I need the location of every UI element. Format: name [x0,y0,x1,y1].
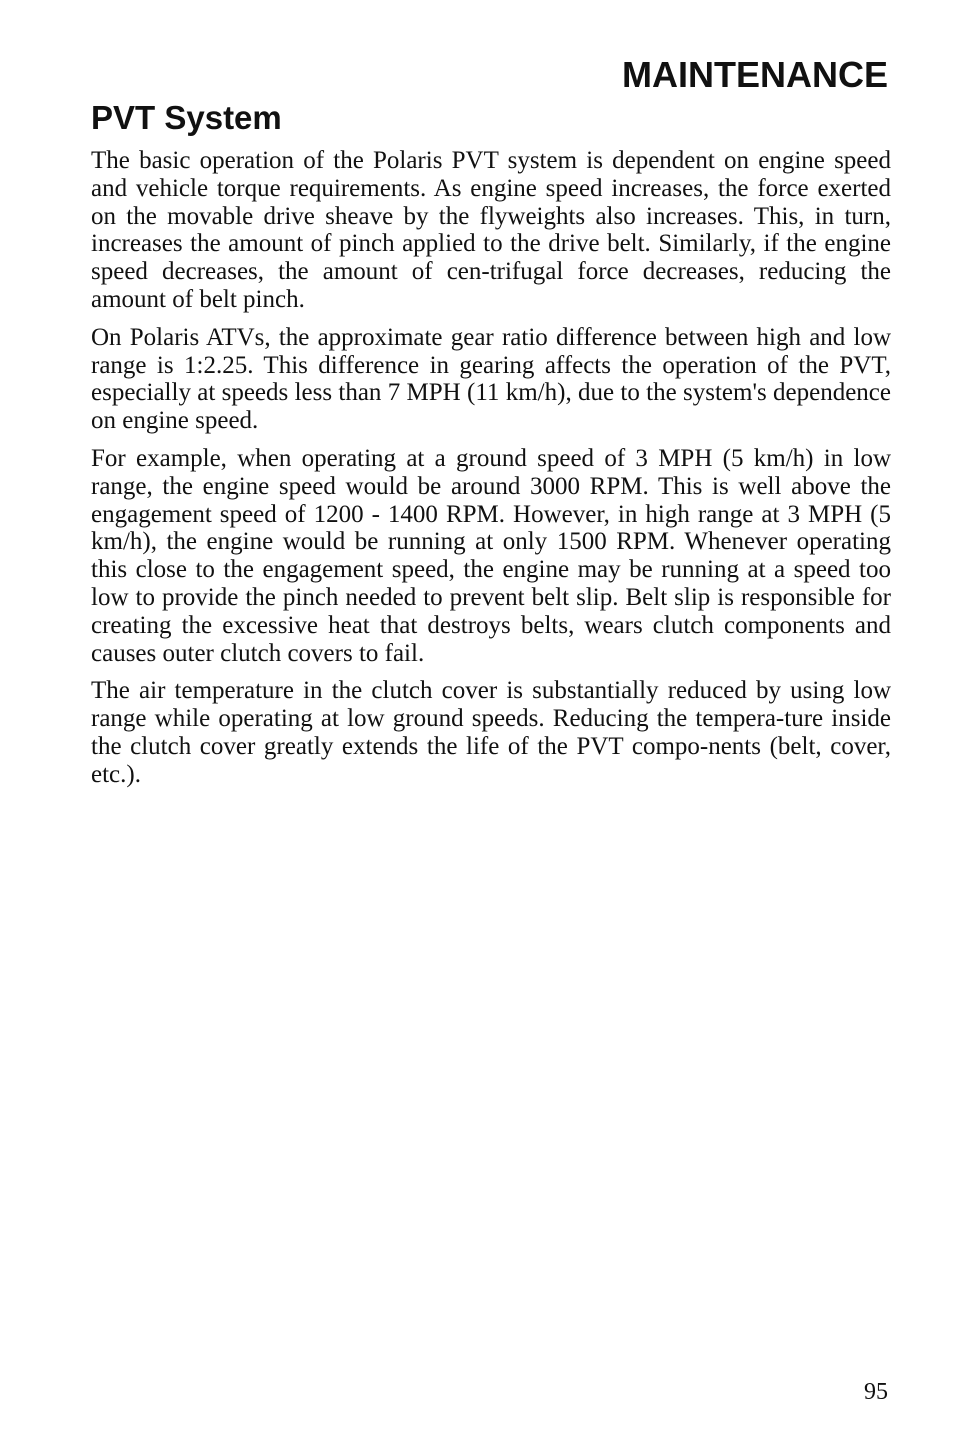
paragraph-pvt-operation: The basic operation of the Polaris PVT system is dependent on engine speed and vehicle torque requirements. As engine speed increases, the force exerted on the movable drive sheave by the flyweights also increases. This, in turn, increases the amount of pinch applied to the drive belt. Similarly, if the engine speed decreases, the amount of cen-trifugal force decreases, reducing the amount of belt pinch. [91,147,891,313]
paragraph-gear-ratio: On Polaris ATVs, the approximate gear ratio difference between high and low range is 1:2.25. This difference in gearing affects the operation of the PVT, especially at speeds less than 7 MPH (11 km/h), due to the system's dependence on engine speed. [91,323,891,435]
paragraph-example-belt-slip: For example, when operating at a ground speed of 3 MPH (5 km/h) in low range, the engine speed would be around 3000 RPM. This is well above the engagement speed of 1200 - 1400 RPM. However, in high range at 3 MPH (5 km/h), the engine would be running at only 1500 RPM. Whenever operating this close to the engagement speed, the engine may be running at a speed too low to provide the pinch needed to prevent belt slip. Belt slip is responsible for creating the excessive heat that destroys belts, wears clutch components and causes outer clutch covers to fail. [91,444,891,667]
section-title: PVT System [91,99,282,136]
section-body [91,147,891,799]
paragraph-air-temperature: The air temperature in the clutch cover is substantially reduced by using low range while operating at low ground speeds. Reducing the tempera-ture inside the clutch cover greatly extends the life of the PVT compo-nents (belt, cover, etc.). [91,677,891,788]
chapter-heading: MAINTENANCE [622,54,888,95]
page-number: 95 [864,1379,888,1405]
